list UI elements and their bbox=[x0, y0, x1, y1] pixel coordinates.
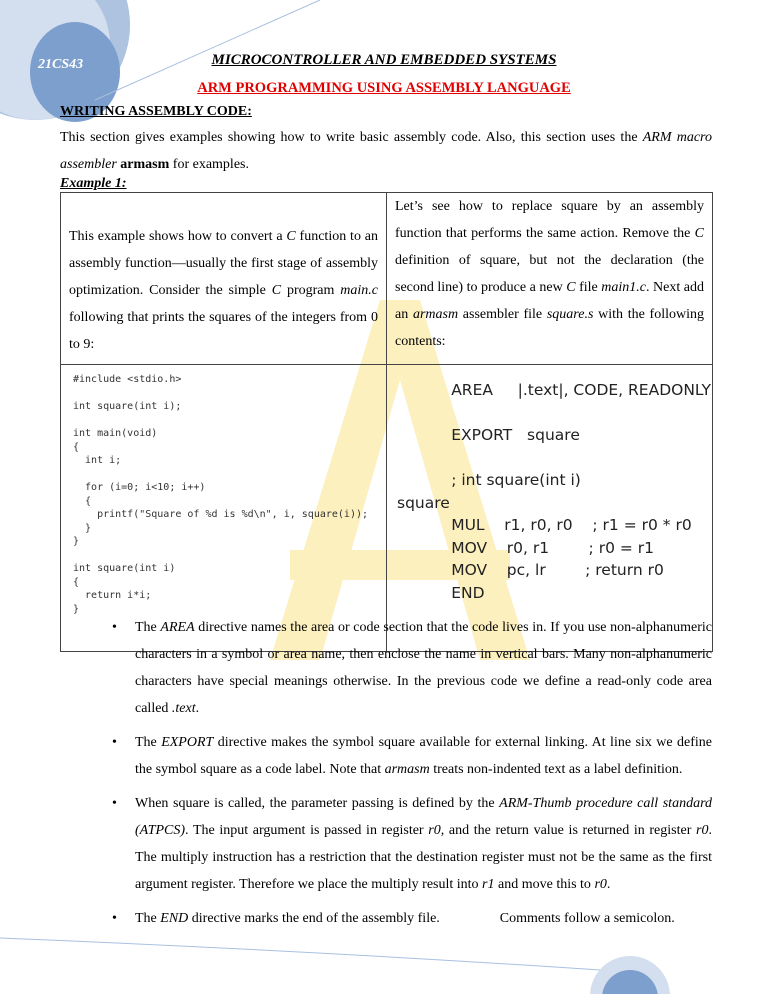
c-code-cell bbox=[61, 365, 387, 652]
course-code: 21CS43 bbox=[38, 57, 84, 72]
bullet-export: • The EXPORT directive makes the symbol square available for external linking. At line six we define the symbol square as a code label. Note that armasm treats non-indented text as a label definition. bbox=[112, 729, 712, 783]
intro-paragraph bbox=[60, 124, 712, 178]
example-table bbox=[60, 192, 713, 652]
section-heading: WRITING ASSEMBLY CODE: bbox=[60, 104, 252, 119]
bullet-atpcs: • When square is called, the parameter passing is defined by the ARM-Thumb procedure call standard (ATPCS). The input argument is passed in register r0, and the return value is returned in register r0. The multiply instruction has a restriction that the destination register must not be the same as the first argument register. Therefore we place the multiply result into r1 and move this to r0. bbox=[112, 790, 712, 898]
asm-code-listing: AREA |.text|, CODE, READONLY EXPORT square ; int square(int i) square MUL r1, r0, r0 ; r1 = r0 * r0 MOV r0, r1 ; r0 = r1 MOV pc, lr ; return r0 END bbox=[397, 381, 711, 602]
footer-decoration bbox=[0, 930, 768, 994]
bullet-area: • The AREA directive names the area or code section that the code lives in. If you use non-alphanumeric characters in a symbol or area name, then enclose the name in vertical bars. Many non-alphanumeric characters have special meanings otherwise. In the previous code we define a read-only code area called .text. bbox=[112, 614, 712, 722]
subject-title: MICROCONTROLLER AND EMBEDDED SYSTEMS bbox=[211, 52, 557, 68]
intro-armasm: armasm bbox=[120, 157, 170, 172]
right-description: Let’s see how to replace square by an assembly function that performs the same action. Remove the C definition of square, but not the declaration (the second line) to produce a new C file main1.c. Next add an armasm assembler file square.s with the following contents: bbox=[387, 193, 713, 365]
example-heading: Example 1: bbox=[60, 176, 127, 191]
left-description: This example shows how to convert a C function to an assembly function—usually the first stage of assembly optimization. Consider the simple C program main.c following that prints the squares of the integers from 0 to 9: bbox=[61, 193, 387, 365]
c-code-listing: #include <stdio.h> int square(int i); int main(void) { int i; for (i=0; i<10; i++) { printf("Square of %d is %d\n", i, square(i)); } } int square(int i) { return i*i; } bbox=[73, 374, 369, 615]
intro-em: ARM macro assembler bbox=[60, 130, 712, 172]
bullet-end: • The END directive marks the end of the assembly file. Comments follow a semicolon. bbox=[112, 905, 712, 932]
intro-text: This section gives examples showing how to write basic assembly code. Also, this section uses the bbox=[60, 130, 643, 145]
bullet-list bbox=[112, 614, 712, 939]
chapter-title: ARM PROGRAMMING USING ASSEMBLY LANGUAGE bbox=[197, 80, 571, 96]
asm-code-cell bbox=[387, 365, 713, 652]
intro-text-end: for examples. bbox=[169, 157, 249, 172]
